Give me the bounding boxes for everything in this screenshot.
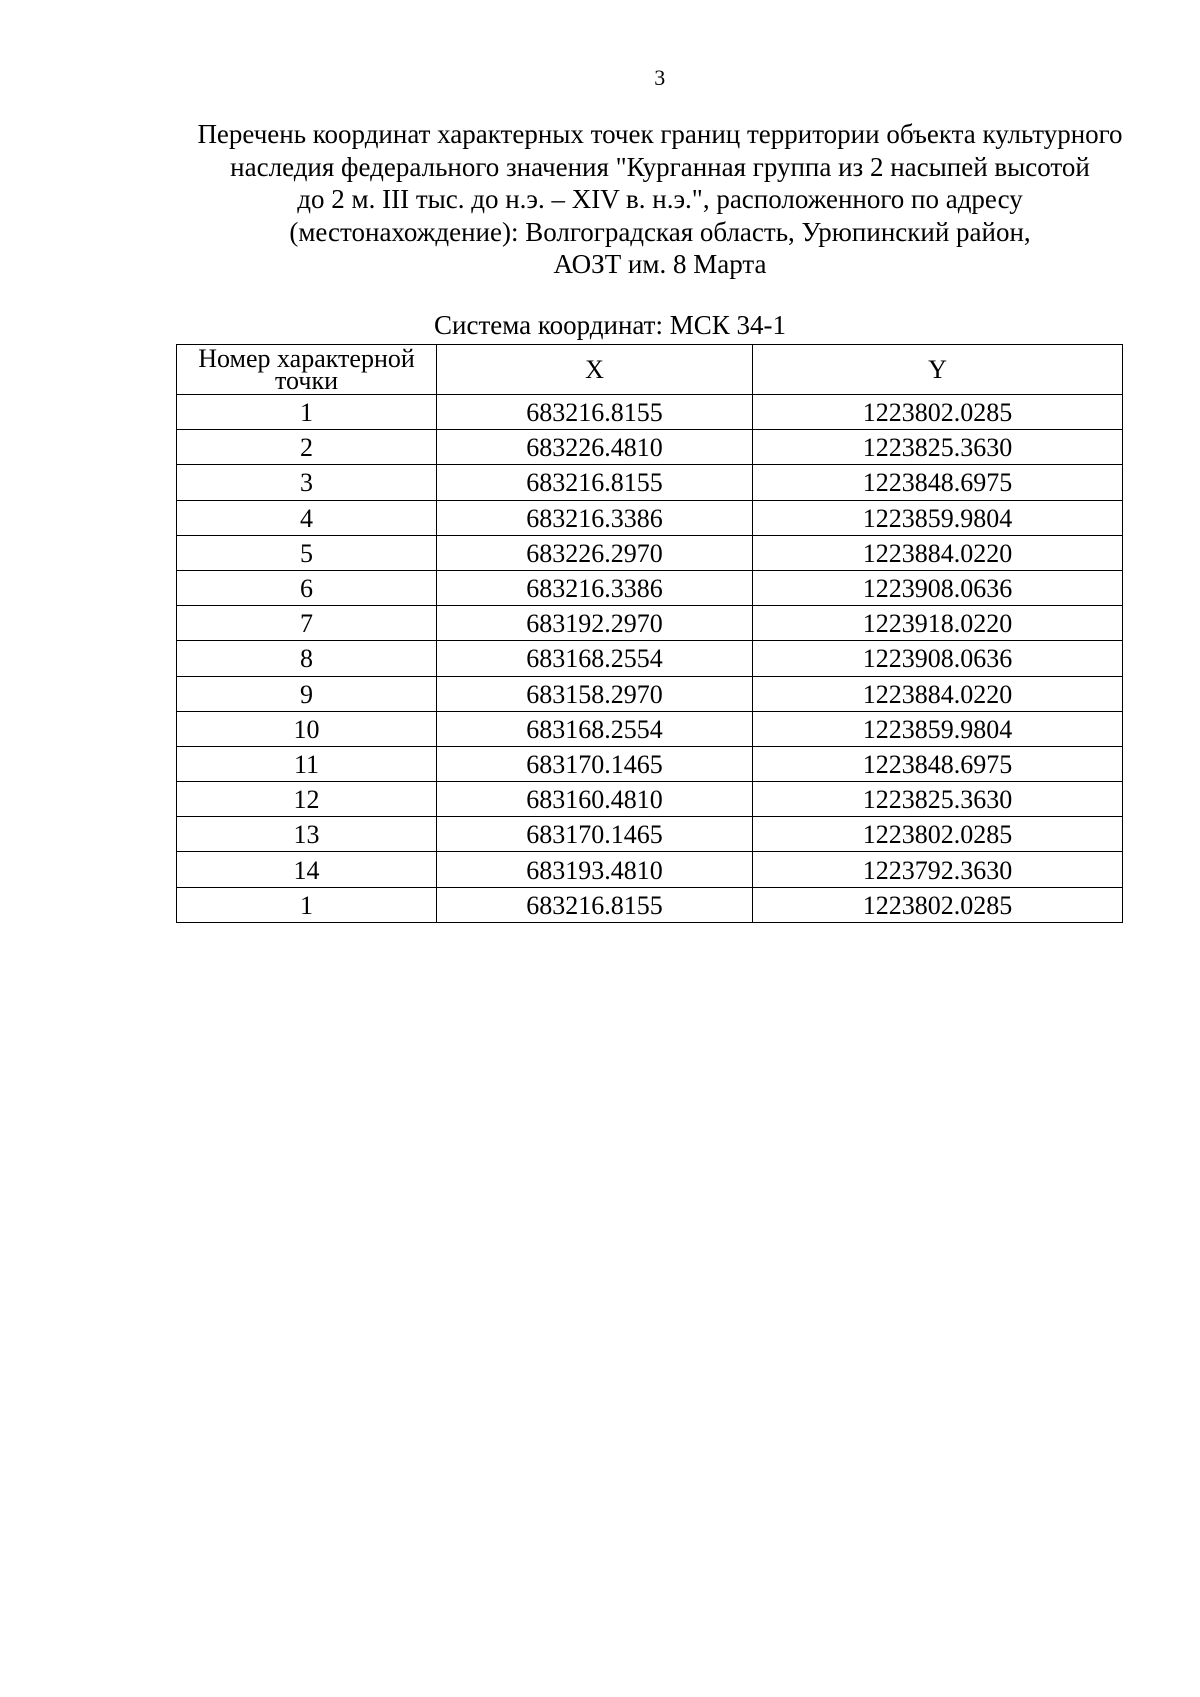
cell-x: 683216.3386: [437, 570, 753, 605]
cell-y: 1223825.3630: [753, 782, 1123, 817]
header-point-number: Номер характерной точки: [177, 345, 437, 395]
table-row: [177, 395, 1123, 430]
cell-x: 683192.2970: [437, 606, 753, 641]
table-row: [177, 887, 1123, 922]
cell-y: 1223884.0220: [753, 535, 1123, 570]
cell-y: 1223908.0636: [753, 570, 1123, 605]
cell-point-number: 2: [177, 430, 437, 465]
cell-y: 1223918.0220: [753, 606, 1123, 641]
cell-point-number: 9: [177, 676, 437, 711]
table-row: [177, 500, 1123, 535]
cell-point-number: 1: [177, 395, 437, 430]
cell-point-number: 3: [177, 465, 437, 500]
cell-y: 1223859.9804: [753, 711, 1123, 746]
cell-y: 1223802.0285: [753, 395, 1123, 430]
cell-x: 683170.1465: [437, 746, 753, 781]
cell-x: 683170.1465: [437, 817, 753, 852]
title-line: наследия федерального значения "Курганная группа из 2 насыпей высотой: [230, 151, 1090, 182]
coordinates-table: [176, 344, 1123, 923]
table-row: [177, 641, 1123, 676]
coordinate-system-caption: Система координат: МСК 34-1: [434, 310, 786, 340]
cell-point-number: 5: [177, 535, 437, 570]
header-x: X: [437, 345, 753, 395]
cell-point-number: 8: [177, 641, 437, 676]
cell-x: 683226.4810: [437, 430, 753, 465]
table-row: [177, 782, 1123, 817]
cell-x: 683160.4810: [437, 782, 753, 817]
cell-y: 1223859.9804: [753, 500, 1123, 535]
table-row: [177, 817, 1123, 852]
cell-point-number: 4: [177, 500, 437, 535]
cell-y: 1223908.0636: [753, 641, 1123, 676]
title-line: до 2 м. III тыс. до н.э. – XIV в. н.э.", расположенного по адресу: [297, 184, 1023, 214]
cell-point-number: 13: [177, 817, 437, 852]
cell-x: 683168.2554: [437, 711, 753, 746]
cell-y: 1223884.0220: [753, 676, 1123, 711]
cell-y: 1223802.0285: [753, 887, 1123, 922]
cell-x: 683216.3386: [437, 500, 753, 535]
cell-point-number: 7: [177, 606, 437, 641]
cell-point-number: 11: [177, 746, 437, 781]
cell-y: 1223802.0285: [753, 817, 1123, 852]
table-header-row: [177, 345, 1123, 395]
cell-x: 683168.2554: [437, 641, 753, 676]
header-y: Y: [753, 345, 1123, 395]
cell-point-number: 14: [177, 852, 437, 887]
table-row: [177, 746, 1123, 781]
cell-y: 1223848.6975: [753, 465, 1123, 500]
title-line: Перечень координат характерных точек границ территории объекта культурного: [197, 119, 1123, 149]
page-number: 3: [654, 65, 666, 90]
table-row: [177, 676, 1123, 711]
title-line: (местонахождение): Волгоградская область, Урюпинский район,: [289, 216, 1031, 247]
table-row: [177, 606, 1123, 641]
cell-x: 683216.8155: [437, 465, 753, 500]
cell-point-number: 12: [177, 782, 437, 817]
cell-x: 683226.2970: [437, 535, 753, 570]
table-row: [177, 465, 1123, 500]
cell-y: 1223848.6975: [753, 746, 1123, 781]
cell-x: 683158.2970: [437, 676, 753, 711]
cell-x: 683216.8155: [437, 887, 753, 922]
cell-y: 1223792.3630: [753, 852, 1123, 887]
title-line: АОЗТ им. 8 Марта: [553, 249, 767, 279]
cell-point-number: 10: [177, 711, 437, 746]
cell-point-number: 6: [177, 570, 437, 605]
cell-x: 683216.8155: [437, 395, 753, 430]
cell-y: 1223825.3630: [753, 430, 1123, 465]
cell-point-number: 1: [177, 887, 437, 922]
table-row: [177, 570, 1123, 605]
cell-x: 683193.4810: [437, 852, 753, 887]
table-body: [177, 395, 1123, 923]
table-row: [177, 535, 1123, 570]
table-row: [177, 711, 1123, 746]
document-title: [160, 118, 1160, 281]
table-row: [177, 852, 1123, 887]
table-row: [177, 430, 1123, 465]
